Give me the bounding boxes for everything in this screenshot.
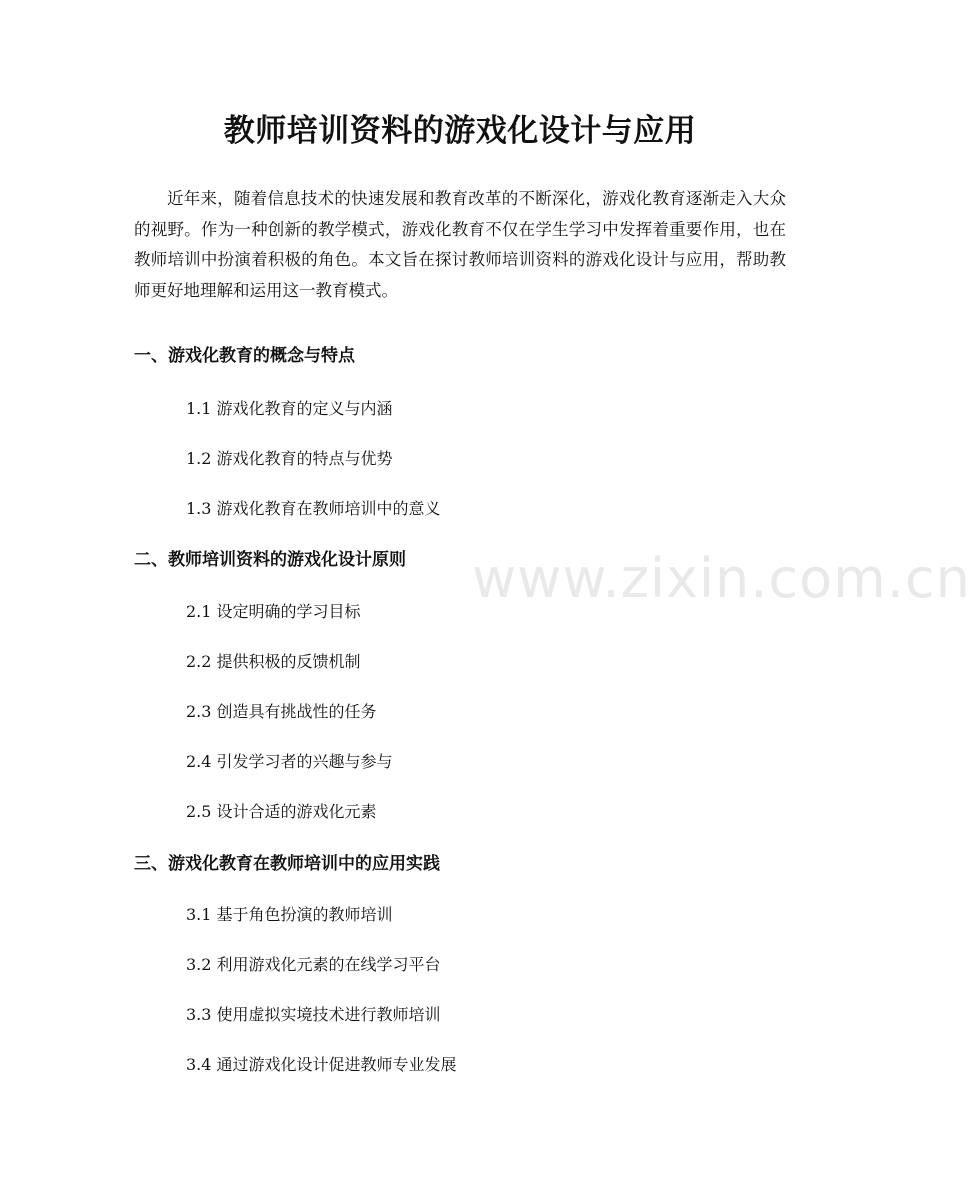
watermark-text: www.zixin.com.cn (472, 547, 971, 610)
section-heading-2: 二、教师培训资料的游戏化设计原则 (134, 550, 406, 570)
section-2-item-3: 2.3 创造具有挑战性的任务 (186, 702, 377, 721)
section-1-item-3: 1.3 游戏化教育在教师培训中的意义 (186, 499, 441, 518)
section-2-item-5: 2.5 设计合适的游戏化元素 (186, 802, 377, 821)
section-heading-1: 一、游戏化教育的概念与特点 (134, 346, 355, 366)
document-title: 教师培训资料的游戏化设计与应用 (223, 113, 697, 149)
section-3-item-1: 3.1 基于角色扮演的教师培训 (186, 905, 393, 924)
section-3-item-3: 3.3 使用虚拟实境技术进行教师培训 (186, 1005, 441, 1024)
section-2-item-1: 2.1 设定明确的学习目标 (186, 602, 361, 621)
section-3-item-4: 3.4 通过游戏化设计促进教师专业发展 (186, 1055, 457, 1074)
intro-paragraph: 近年来，随着信息技术的快速发展和教育改革的不断深化，游戏化教育逐渐走入大众的视野。作为一种创新的教学模式，游戏化教育不仅在学生学习中发挥着重要作用，也在教师培训中扮演着积极的角色。本文旨在探讨教师培训资料的游戏化设计与应用，帮助教师更好地理解和运用这一教育模式。 (134, 189, 786, 300)
section-3-item-2: 3.2 利用游戏化元素的在线学习平台 (186, 955, 441, 974)
section-1-item-2: 1.2 游戏化教育的特点与优势 (186, 449, 393, 468)
section-2-item-4: 2.4 引发学习者的兴趣与参与 (186, 752, 393, 771)
section-heading-3: 三、游戏化教育在教师培训中的应用实践 (134, 854, 440, 874)
section-1-item-1: 1.1 游戏化教育的定义与内涵 (186, 399, 393, 418)
section-2-item-2: 2.2 提供积极的反馈机制 (186, 652, 361, 671)
